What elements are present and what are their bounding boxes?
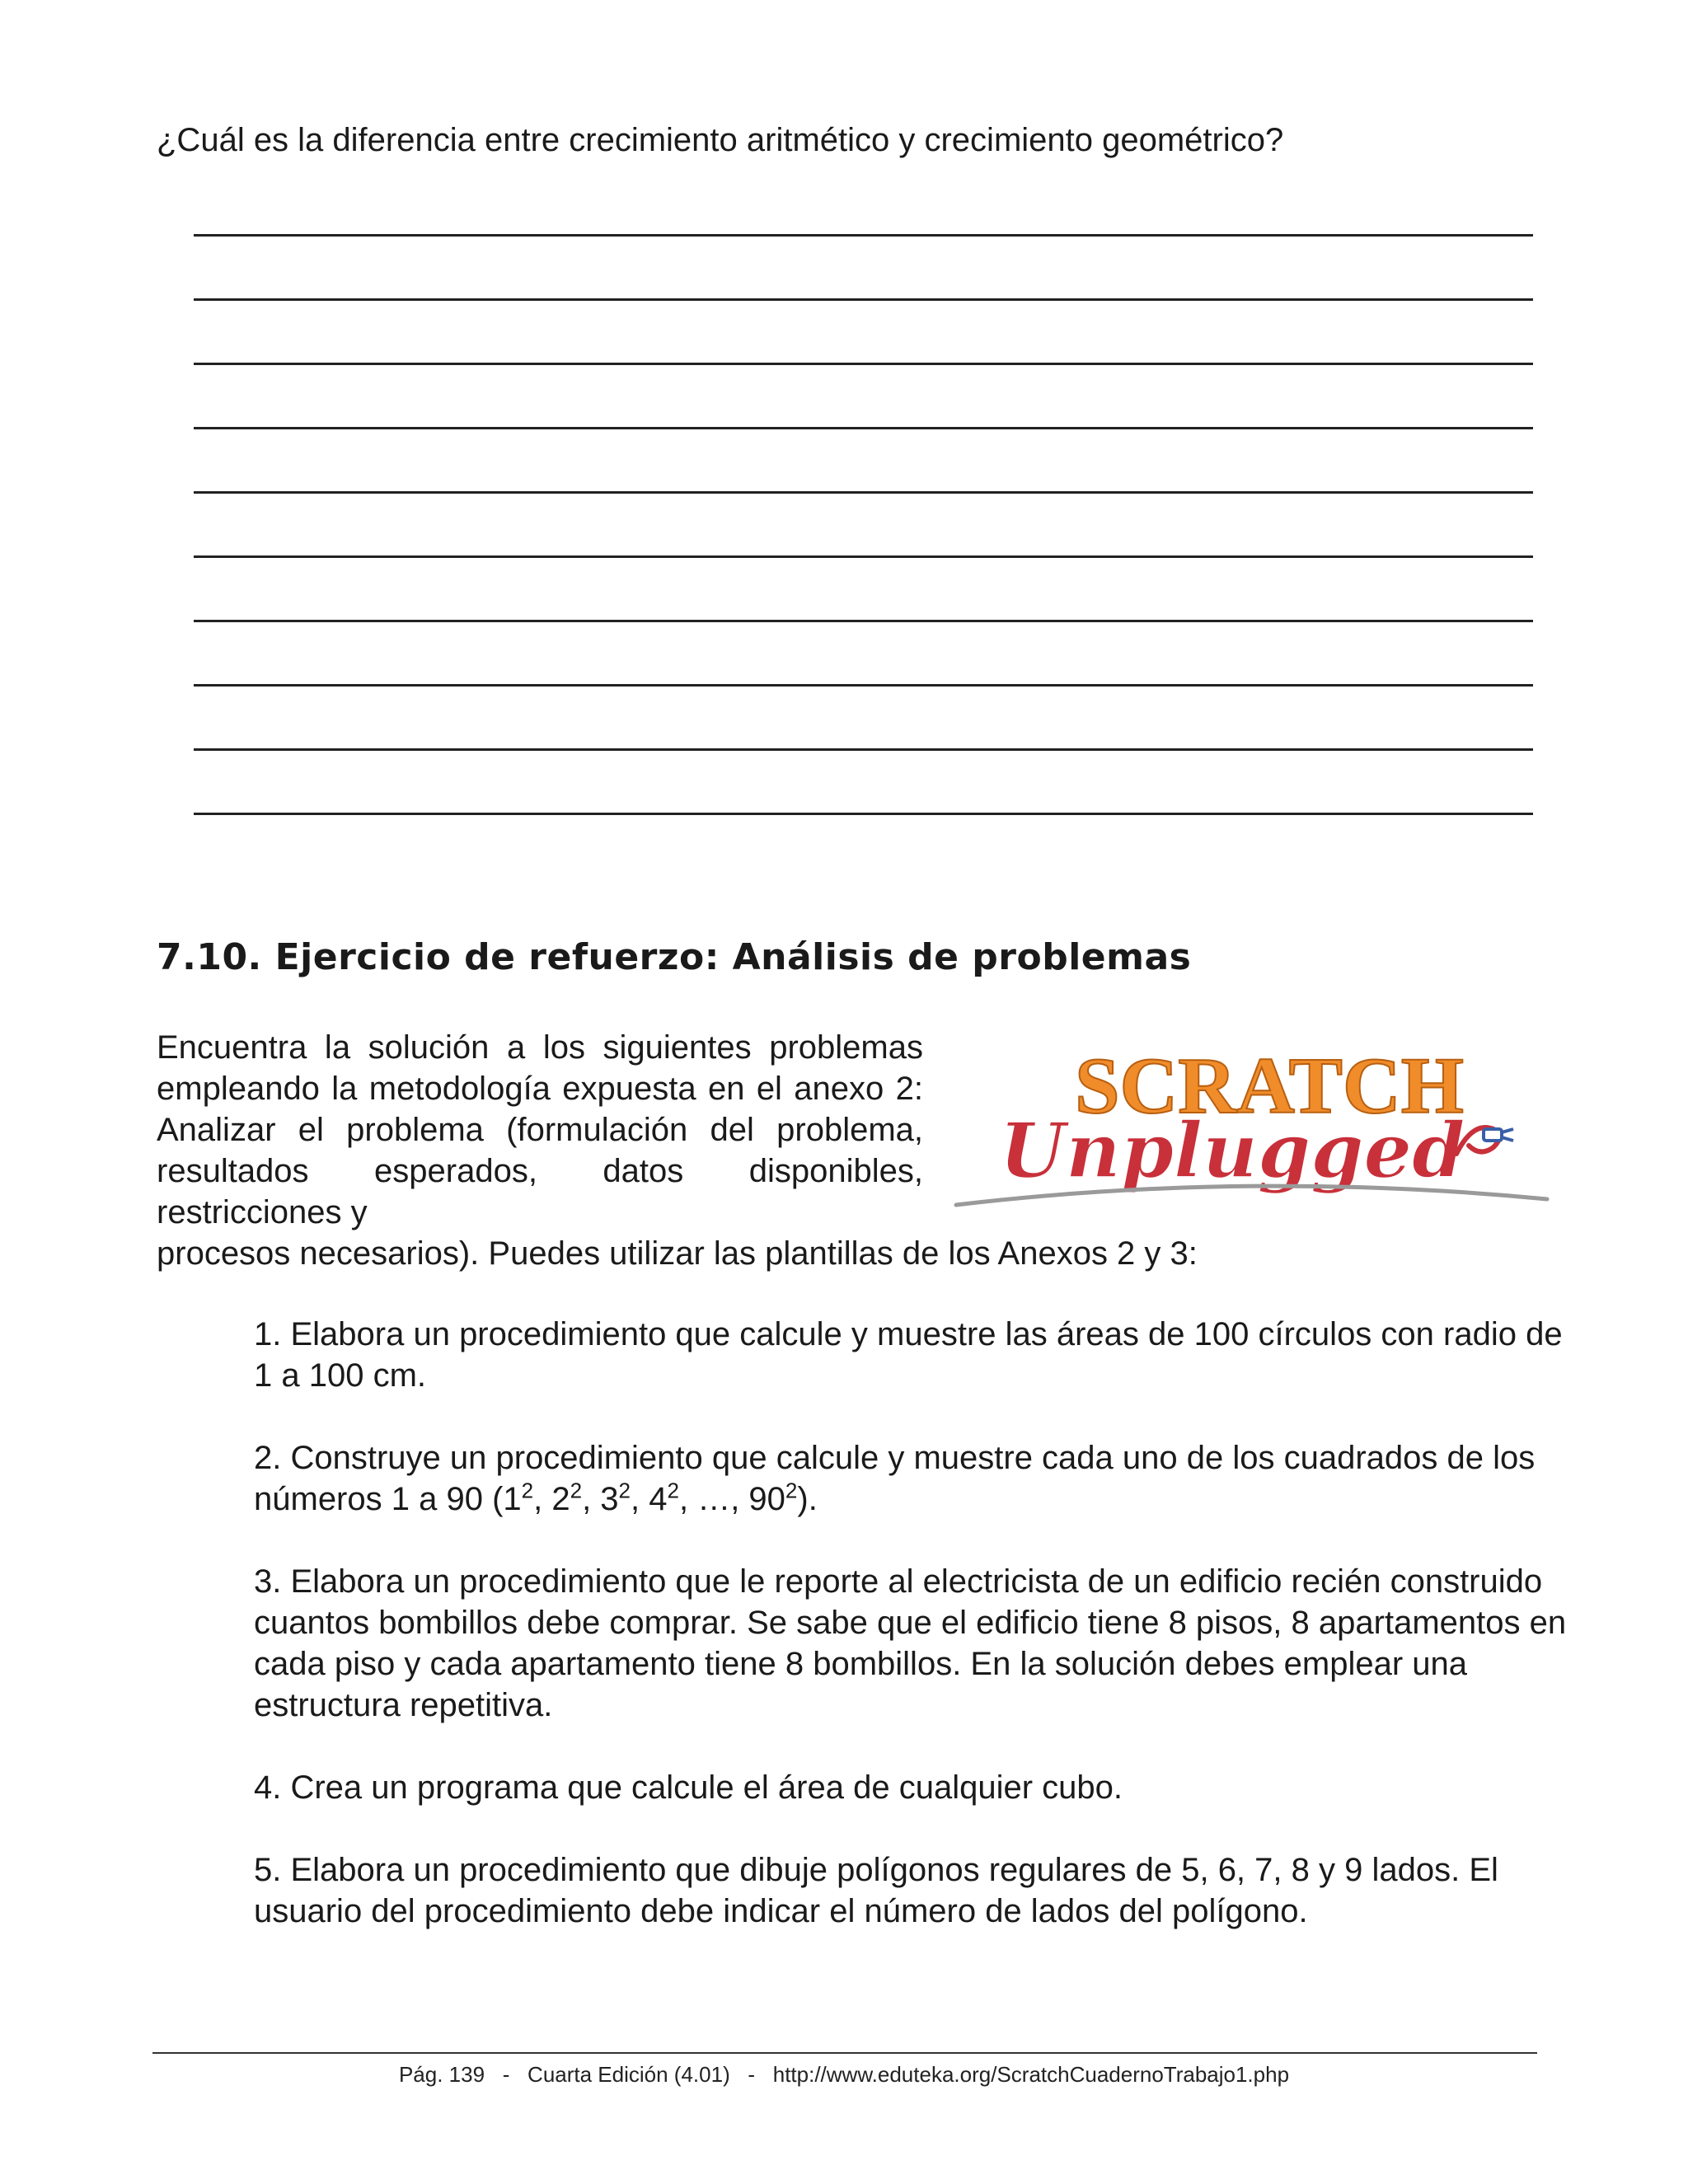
answer-line — [194, 234, 1533, 237]
answer-line — [194, 363, 1533, 365]
exercise-1: 1. Elabora un procedimiento que calcule y muestre las áreas de 100 círculos con radio de 1 a 100 cm. — [254, 1316, 1563, 1394]
page-footer: Pág. 139 - Cuarta Edición (4.01) - http://www.eduteka.org/ScratchCuadernoTrabajo1.php — [398, 2062, 1290, 2087]
answer-line — [194, 555, 1533, 558]
answer-line — [194, 748, 1533, 751]
logo-text-unplugged: Unplugged — [999, 1106, 1465, 1195]
intro-paragraph: Encuentra la solución a los siguientes problemas empleando la metodología expuesta en el anexo 2: Analizar el problema (formulación del problema, resultados esperados, datos disponibles, restricciones y — [157, 1029, 923, 1230]
page-number: Pág. 139 — [398, 2062, 485, 2087]
exercise-3: 3. Elabora un procedimiento que le reporte al electricista de un edificio recién construido cuantos bombillos debe comprar. Se sabe que el edificio tiene 8 pisos, 8 apartamentos en cada piso y cada apartamento tiene 8 bombillos. En la solución debes emplear una estructura repetitiva. — [254, 1563, 1567, 1723]
logo-text-scratch: SCRATCH — [1075, 1042, 1464, 1131]
answer-lines — [194, 234, 1533, 877]
answer-line — [194, 620, 1533, 622]
footer-url[interactable]: http://www.eduteka.org/ScratchCuadernoTrabajo1.php — [772, 2062, 1290, 2087]
exercise-list — [254, 1314, 1573, 1973]
answer-line — [194, 684, 1533, 687]
exercise-4: 4. Crea un programa que calcule el área de cualquier cubo. — [254, 1769, 1123, 1806]
exercise-5: 5. Elabora un procedimiento que dibuje polígonos regulares de 5, 6, 7, 8 y 9 lados. El usuario del procedimiento debe indicar el número de lados del polígono. — [254, 1852, 1498, 1929]
footer-rule — [152, 2052, 1537, 2054]
scratch-unplugged-logo — [952, 1030, 1550, 1216]
question-text: ¿Cuál es la diferencia entre crecimiento aritmético y crecimiento geométrico? — [157, 122, 1284, 158]
exercise-2: 2. Construye un procedimiento que calcule y muestre cada uno de los cuadrados de los números 1 a 90 ($1^2$, $2^2$, $3^2$, $4^2$, …, $90^2$). — [254, 1440, 1536, 1517]
answer-line — [194, 298, 1533, 301]
edition: Cuarta Edición (4.01) — [528, 2062, 730, 2087]
answer-line — [194, 491, 1533, 494]
answer-line — [194, 813, 1533, 815]
answer-line — [194, 427, 1533, 429]
section-heading: 7.10. Ejercicio de refuerzo: Análisis de problemas — [157, 936, 1192, 978]
intro-paragraph-last-line: procesos necesarios). Puedes utilizar las plantillas de los Anexos 2 y 3: — [157, 1235, 1198, 1272]
